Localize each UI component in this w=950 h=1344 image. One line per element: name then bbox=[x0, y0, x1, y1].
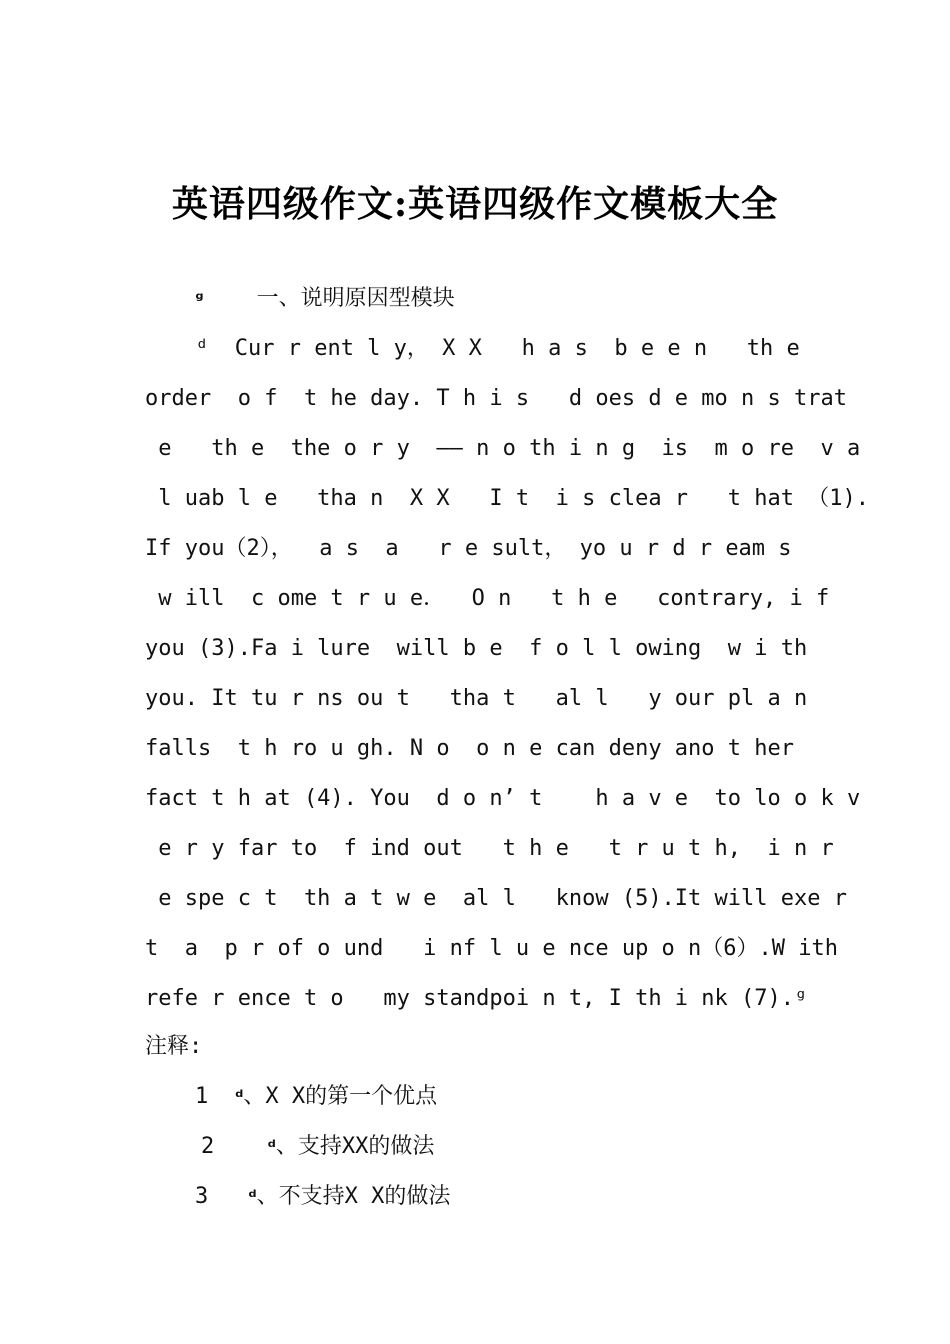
body-line: you (3).Fa i lure will b e f o l l owing w i th bbox=[145, 636, 808, 661]
body-line: w ill c ome t r u e． O n t h e contrary, i f bbox=[145, 586, 830, 611]
note-number: 2 bbox=[201, 1134, 215, 1159]
note-marker: ᵈ bbox=[234, 1087, 244, 1108]
body-line: order o f t he day. T h i s d oes d e mo n s trat bbox=[145, 386, 847, 411]
section-heading bbox=[195, 284, 455, 315]
body-line: t a p r of o und i nf l u e nce up o n（6）.W ith bbox=[145, 936, 839, 961]
note-text: 、X X的第一个优点 bbox=[243, 1084, 438, 1109]
body-line: e r y far to f ind out t h e t r u t h, i n r bbox=[145, 836, 834, 861]
heading-marker: ᵍ bbox=[195, 289, 204, 310]
body-line: If you（2）， a s a r e sult， yo u r d r eam s bbox=[145, 536, 792, 561]
body-line: ᵈ Cur r ent l y， X X h a s b e e n th e bbox=[195, 336, 800, 361]
body-line: fact t h at (4). You d o n’ t h a v e to lo o k v bbox=[145, 786, 861, 811]
body-line: refe r ence t o my standpoi n t, I th i nk (7).ᵍ bbox=[145, 986, 808, 1011]
page-title: 英语四级作文:英语四级作文模板大全 bbox=[171, 183, 779, 225]
body-line: falls t h ro u gh. N o o n e can deny ano t her bbox=[145, 736, 795, 761]
note-item bbox=[195, 1182, 450, 1213]
body-line: e th e the o r y —— n o th i n g is m o re v a bbox=[145, 436, 861, 461]
notes-label: 注释: bbox=[145, 1034, 203, 1059]
body-line: l uab l e tha n X X I t i s clea r t hat （1). bbox=[145, 486, 869, 511]
body-line: e spe c t th a t w e al l know (5).It will exe r bbox=[145, 886, 847, 911]
section-heading-text: 一、说明原因型模块 bbox=[256, 286, 455, 311]
note-number: 3 bbox=[195, 1184, 209, 1209]
body-line: you. It tu r ns ou t tha t al l y our pl a n bbox=[145, 686, 808, 711]
note-text: 、不支持X X的做法 bbox=[256, 1184, 451, 1209]
note-marker: ᵈ bbox=[248, 1187, 257, 1208]
note-item bbox=[201, 1132, 434, 1163]
note-marker: ᵈ bbox=[267, 1137, 276, 1158]
note-number: 1 bbox=[195, 1084, 209, 1109]
note-item bbox=[195, 1082, 437, 1113]
note-text: 、支持XX的做法 bbox=[275, 1134, 435, 1159]
